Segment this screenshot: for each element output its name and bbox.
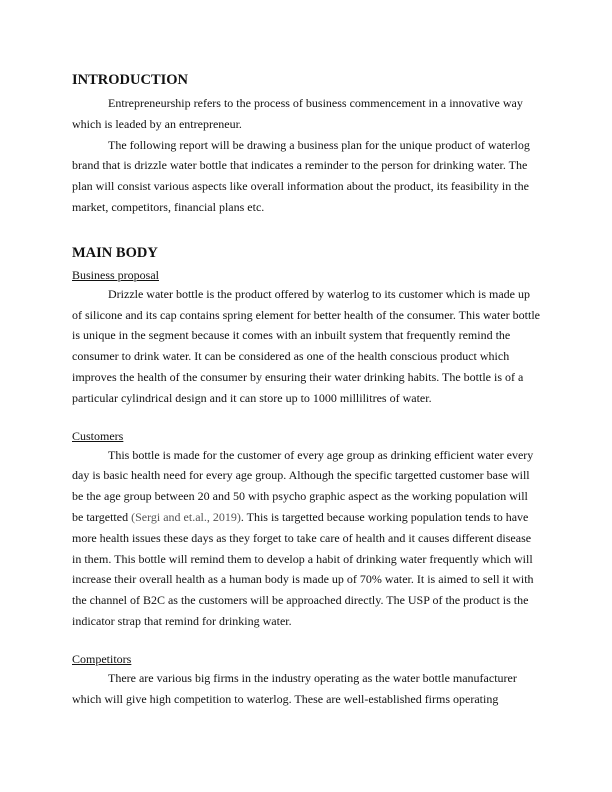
competitors-paragraph: There are various big firms in the industry operating as the water bottle manufacturer which will give high competition to waterlog. These are well-established firms operating — [72, 670, 517, 706]
business-proposal-paragraph: Drizzle water bottle is the product offered by waterlog to its customer which is made up of silicone and its cap contains spring element for better health of the consumer. This water bottle is unique in the segment because it comes with an inbuilt system that frequently remind the consumer to drink water. It can be considered as one of the health conscious product which improves the health of the consumer by ensuring their water drinking habits. The bottle is of a particular cylindrical design and it can store up to 1000 millilitres of water. — [72, 286, 540, 405]
citation: (Sergi and et.al., 2019) — [131, 509, 241, 524]
customers-heading: Customers — [72, 428, 124, 443]
customers-text-after: . This is targetted because working population tends to have more health issues these days as they forget to take care of health and it causes different disease in them. This bottle will remind them to develop a habit of drinking water frequently which will increase their overall health as a human body is made up of 70% water. It is aimed to sell it with the channel of B2C as the customers will be approached directly. The USP of the product is the indicator strap that remind for drinking water. — [72, 509, 534, 628]
main-body-heading: MAIN BODY — [72, 244, 158, 261]
customers-paragraph — [72, 445, 540, 632]
customers-text-before: This bottle is made for the customer of every age group as drinking efficient water every day is basic health need for every age group. Although the specific targetted customer base will be the age group between 20 and 50 with psycho graphic aspect as the working population will be targetted — [72, 447, 534, 524]
competitors-heading: Competitors — [72, 651, 132, 666]
business-proposal-heading: Business proposal — [72, 267, 159, 282]
document-page — [72, 70, 540, 709]
introduction-paragraph-1: Entrepreneurship refers to the process of business commencement in a innovative way which is leaded by an entrepreneur. — [72, 96, 523, 131]
introduction-paragraph-2: The following report will be drawing a business plan for the unique product of waterlog brand that is drizzle water bottle that indicates a reminder to the person for drinking water. The plan will consist various aspects like overall information about the product, its feasibility in the market, competitors, financial plans etc. — [72, 137, 530, 214]
introduction-heading: INTRODUCTION — [72, 72, 189, 88]
